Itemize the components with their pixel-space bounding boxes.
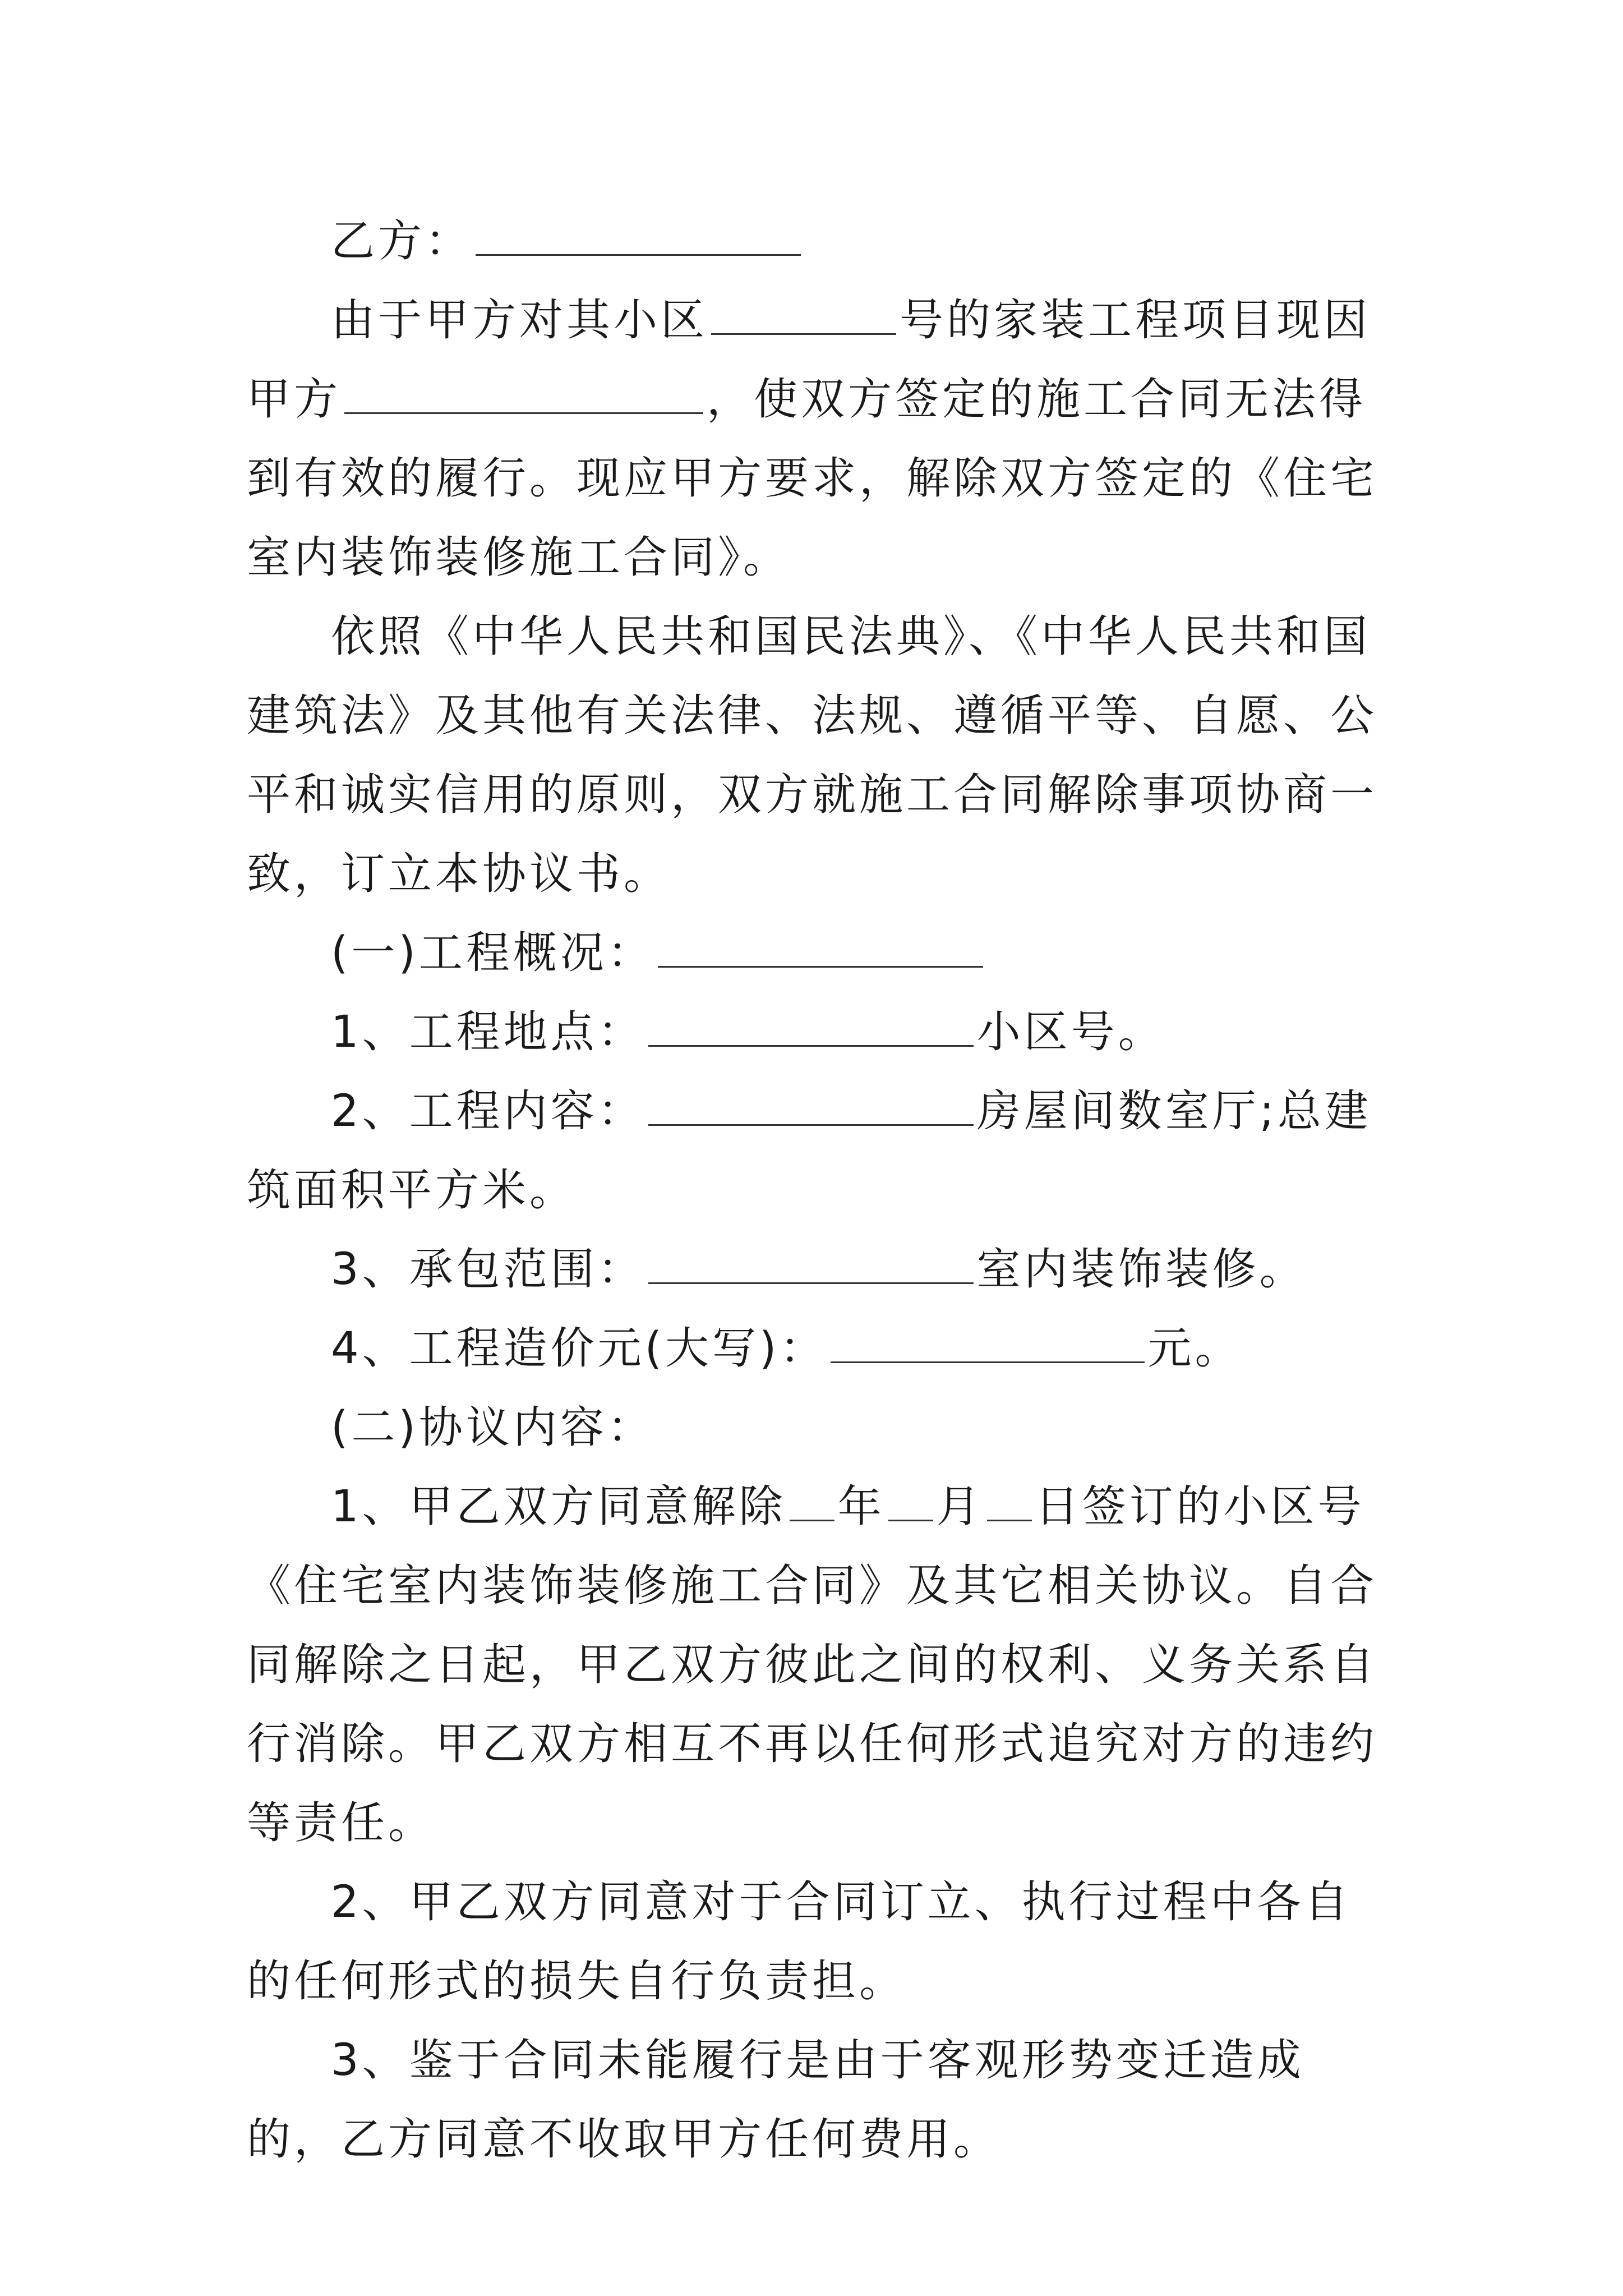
intro-text-3: ，使双方签定的施工合同无法得到有效的履行。现应甲方要求，解除双方签定的《住宅室内装饰装修施工合同》。 [247,374,1378,583]
intro-text-1: 由于甲方对其小区 [331,295,708,346]
clause1-year: 年 [837,1481,885,1532]
scope-blank [648,1239,974,1284]
party-b-blank [476,210,801,256]
item1-label: 1、工程地点： [331,1007,645,1057]
clause1-text-1: 1、甲乙双方同意解除 [331,1481,786,1532]
item4-label: 4、工程造价元(大写)： [331,1323,827,1374]
basis-paragraph: 依照《中华人民共和国民法典》、《中华人民共和国建筑法》及其他有关法律、法规、遵循平等、自愿、公平和诚实信用的原则，双方就施工合同解除事项协商一致，订立本协议书。 [247,611,1378,899]
item3-suffix: 室内装饰装修。 [976,1244,1307,1295]
overview-blank [658,922,983,968]
item1-suffix: 小区号。 [976,1007,1165,1057]
section1-title: (一)工程概况： [331,928,654,978]
cost-blank [831,1318,1145,1363]
section2-clause1 [247,1467,1391,1863]
section1-item2 [247,1072,1391,1230]
intro-text-2: 号的家装工程项目现因甲方 [247,295,1371,425]
clause1-text-2: 日签订的小区号《住宅室内装饰装修施工合同》及其它相关协议。自合同解除之日起，甲乙双方彼此之间的权利、义务关系自行消除。甲乙双方相互不再以任何形式追究对方的违约等责任。 [247,1481,1378,1848]
item3-label: 3、承包范围： [331,1244,645,1295]
item4-suffix: 元。 [1147,1323,1242,1374]
day-blank [987,1476,1032,1521]
content-blank [648,1080,974,1126]
section1-item1 [247,993,1391,1072]
section1-item3 [247,1230,1391,1309]
section1-item4 [247,1309,1391,1388]
intro-paragraph [247,281,1391,597]
month-blank [888,1476,933,1521]
document-body [247,202,1391,2179]
section1-title-line [247,914,1391,993]
community-blank [711,289,896,335]
location-blank [648,1001,974,1047]
year-blank [790,1476,834,1521]
section2-clause3: 3、鉴于合同未能履行是由于客观形势变迁造成的，乙方同意不收取甲方任何费用。 [247,2035,1304,2165]
party-b-label: 乙方： [331,216,473,266]
item2-suffix: 房屋间数室厅;总建筑面积平方米。 [247,1086,1372,1216]
party-b-line [247,202,1391,281]
section2-title: (二)协议内容： [331,1402,654,1453]
clause1-month: 月 [936,1481,984,1532]
section2-clause2: 2、甲乙双方同意对于合同订立、执行过程中各自的任何形式的损失自行负责担。 [247,1877,1352,2007]
reason-blank [344,369,703,414]
item2-label: 2、工程内容： [331,1086,645,1137]
